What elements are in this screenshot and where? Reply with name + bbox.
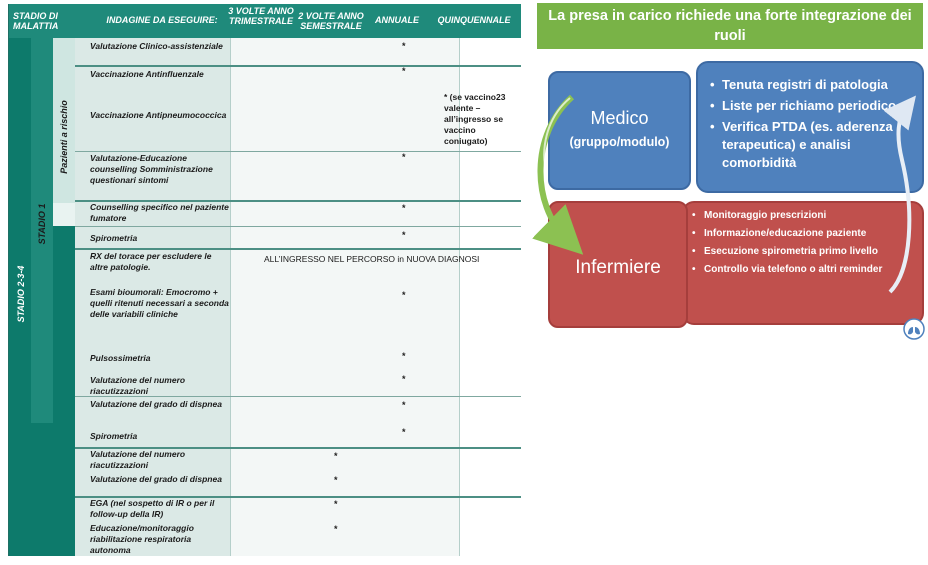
annual-marker: * [402, 427, 406, 437]
table-row: EGA (nel sospetto di IR o per il follow-up della IR) [90, 498, 215, 519]
table-row: Valutazione del numero riacutizzazioni [90, 449, 186, 470]
header-due-volte: 2 VOLTE ANNO SEMESTRALE [298, 11, 364, 31]
frequency-area [230, 38, 459, 556]
table-row: Valutazione del grado di dispnea [90, 474, 222, 484]
table-row: RX del torace per escludere le altre patologie. [90, 251, 212, 272]
row-divider [75, 65, 521, 67]
table-header [9, 4, 521, 38]
table-row: Spirometria [90, 431, 138, 441]
infermiere-title: Infermiere [575, 257, 661, 278]
list-item: • Liste per richiamo periodico [710, 97, 922, 115]
medico-tasks-list [710, 76, 922, 175]
table-row: Spirometria [90, 233, 138, 243]
table-row: Pulsossimetria [90, 353, 151, 363]
header-indagine: INDAGINE DA ESEGUIRE: [106, 15, 218, 25]
list-item: • Informazione/educazione paziente [692, 227, 922, 240]
medico-title: Medico [590, 108, 649, 128]
annual-marker: * [402, 351, 406, 361]
annual-marker: * [402, 66, 406, 76]
annual-marker: * [402, 230, 406, 240]
table-row: Valutazione-Educazione counselling Somministrazione questionari sintomi [90, 153, 213, 185]
row-divider [75, 248, 521, 250]
stage-step [31, 423, 75, 556]
annual-marker: * [402, 374, 406, 384]
pneumo-note: * (se vaccino23 valente – all’ingresso se vaccino coniugato) [444, 92, 506, 146]
column-divider [230, 38, 231, 556]
infermiere-role-box [548, 201, 688, 328]
header-tre-volte: 3 VOLTE ANNO TRIMESTRALE [228, 6, 294, 26]
table-row: Educazione/monitoraggio riabilitazione respiratoria autonoma [90, 523, 194, 555]
table-row: Valutazione del grado di dispnea [90, 399, 222, 409]
infermiere-tasks-list [692, 209, 922, 281]
medico-subtitle: (gruppo/modulo) [569, 135, 670, 149]
annual-marker: * [402, 203, 406, 213]
table-row: Vaccinazione Antinfluenzale [90, 69, 204, 79]
header-stadio: STADIO DI MALATTIA [13, 11, 59, 31]
medico-role-box [548, 71, 691, 190]
infermiere-tasks-box [682, 201, 924, 325]
monitoring-schedule-table [8, 4, 521, 556]
table-row: Counselling specifico nel paziente fumatore [90, 202, 229, 223]
list-item: • Esecuzione spirometria primo livello [692, 245, 922, 258]
diagram-title: La presa in carico richiede una forte integrazione dei ruoli [537, 3, 923, 49]
table-row: Vaccinazione Antipneumococcica [90, 110, 227, 120]
annual-marker: * [402, 290, 406, 300]
table-row: Valutazione del numero riacutizzazioni [90, 375, 186, 396]
pazienti-rischio-label: Pazienti a rischio [59, 100, 69, 174]
list-item: • Tenuta registri di patologia [710, 76, 922, 94]
medico-tasks-box [696, 61, 924, 193]
row-divider [75, 226, 521, 227]
list-item: • Controllo via telefono o altri reminder [692, 263, 922, 276]
semestrale-marker: * [334, 499, 338, 509]
lungs-logo-icon [903, 318, 925, 340]
semestrale-marker: * [334, 524, 338, 534]
semestrale-marker: * [334, 475, 338, 485]
rx-note: ALL’INGRESSO NEL PERCORSO in NUOVA DIAGNOSI [264, 254, 480, 264]
header-quinquennale: QUINQUENNALE [437, 15, 511, 25]
stadio-1-label: STADIO 1 [37, 203, 47, 245]
annual-marker: * [402, 152, 406, 162]
semestrale-marker: * [334, 451, 338, 461]
annual-marker: * [402, 41, 406, 51]
annual-marker: * [402, 400, 406, 410]
table-row: Valutazione Clinico-assistenziale [90, 41, 223, 51]
table-row: Esami bioumorali: Emocromo + quelli ritenuti necessari a seconda delle variabili cliniche [90, 287, 229, 319]
stadio-2-3-4-label: STADIO 2-3-4 [16, 265, 26, 323]
list-item: • Verifica PTDA (es. aderenza terapeutica) e analisi comorbidità [710, 118, 922, 172]
list-item: • Monitoraggio prescrizioni [692, 209, 922, 222]
row-divider [75, 151, 521, 152]
header-annuale: ANNUALE [375, 15, 419, 25]
